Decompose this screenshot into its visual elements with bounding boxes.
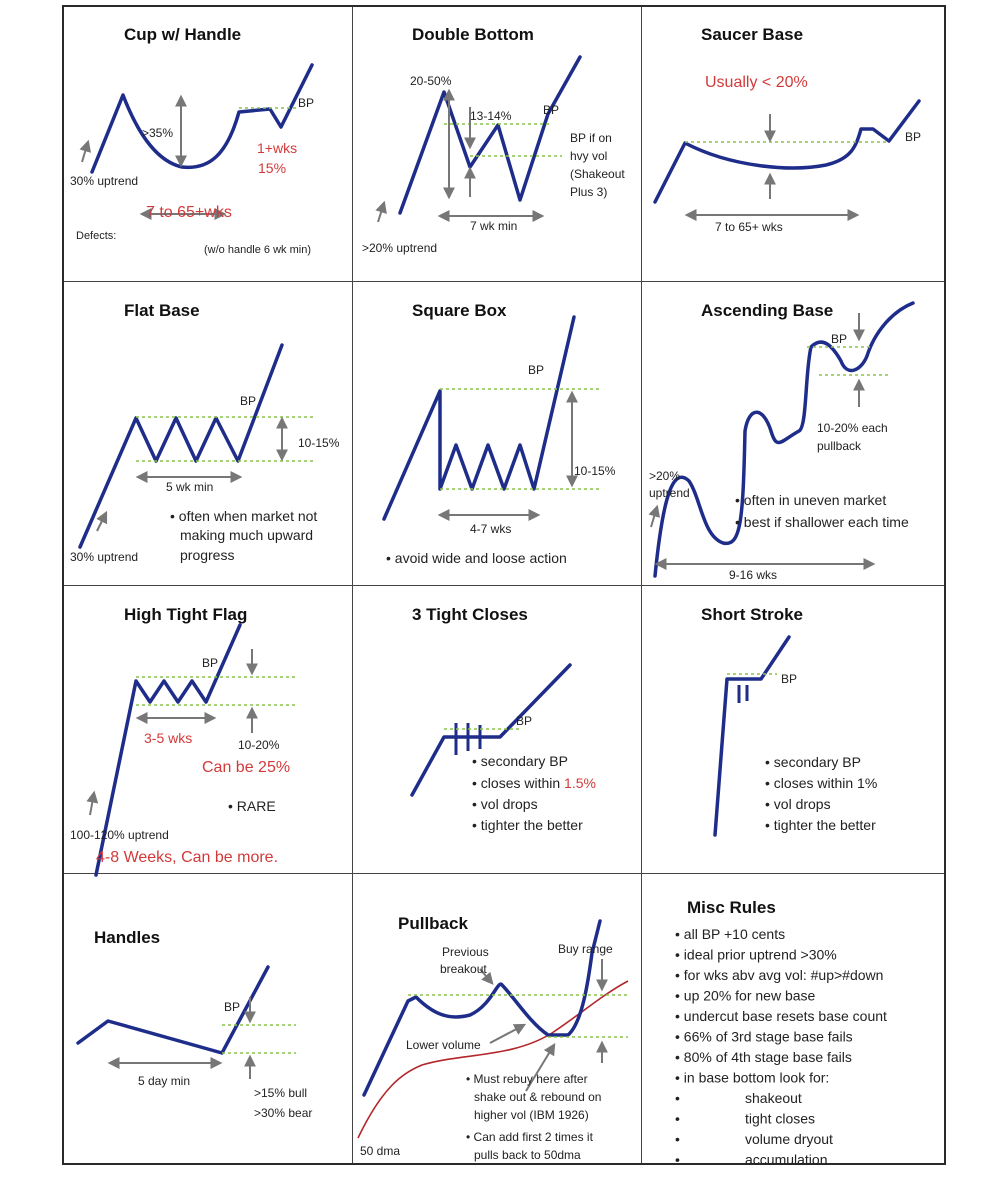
note-text: • closes within bbox=[472, 775, 565, 791]
bp-label: BP bbox=[240, 394, 257, 408]
pullback-label: pullback bbox=[817, 439, 862, 453]
sub-rule-item: shakeout bbox=[745, 1090, 802, 1106]
depth-label: 10-20% bbox=[238, 738, 280, 752]
note-line: shake out & rebound on bbox=[474, 1090, 602, 1104]
sub-rule-item: tight closes bbox=[745, 1110, 816, 1127]
bp-label: BP bbox=[528, 363, 545, 377]
note-line: • vol drops bbox=[472, 796, 538, 812]
bp-label: BP bbox=[298, 96, 315, 110]
panel-title: Saucer Base bbox=[701, 25, 804, 44]
price-line bbox=[655, 303, 913, 576]
bp-label: BP bbox=[543, 103, 560, 117]
note-line: • secondary BP bbox=[765, 754, 861, 770]
panel-3-tight-closes bbox=[352, 585, 641, 873]
depth-range-label: 20-50% bbox=[410, 74, 452, 88]
length-label: 5 wk min bbox=[166, 480, 214, 494]
lower-volume-label: Lower volume bbox=[406, 1038, 481, 1052]
panel-title: Double Bottom bbox=[412, 25, 534, 44]
note-line: • tighter the better bbox=[472, 817, 583, 833]
rule-item: • for wks abv avg vol: #up>#down bbox=[675, 967, 884, 983]
note-line: • avoid wide and loose action bbox=[386, 550, 567, 566]
panel-title: Handles bbox=[94, 928, 161, 947]
chart-pattern-grid bbox=[62, 5, 946, 1168]
length-label: 7 to 65+wks bbox=[146, 204, 232, 221]
panel-title: Short Stroke bbox=[701, 605, 804, 624]
bp-label: BP bbox=[831, 332, 848, 346]
panel-flat-base bbox=[64, 281, 352, 585]
note-line: • secondary BP bbox=[472, 753, 568, 769]
sub-rule-item: accumulation bbox=[745, 1151, 828, 1168]
defects-label: Defects: bbox=[76, 230, 117, 242]
note-line: • best if shallower each time bbox=[735, 514, 909, 530]
handle-duration-label: 1+wks bbox=[257, 140, 298, 156]
handle-depth-label: 15% bbox=[258, 160, 287, 176]
uptrend-label: uptrend bbox=[649, 486, 690, 500]
rule-item: • 80% of 4th stage base fails bbox=[675, 1049, 852, 1065]
buy-range-label: Buy range bbox=[558, 942, 613, 956]
length-label: 7 to 65+ wks bbox=[715, 220, 783, 234]
price-line bbox=[655, 101, 922, 202]
uptrend-label: >20% bbox=[649, 469, 681, 483]
pullback-label: 10-20% each bbox=[817, 421, 888, 435]
depth-label: 10-15% bbox=[574, 464, 616, 478]
panel-square-box bbox=[352, 281, 641, 585]
panel-title: Pullback bbox=[398, 914, 468, 933]
uptrend-label: 100-120% uptrend bbox=[70, 828, 169, 842]
note-line: • closes within 1% bbox=[765, 775, 878, 791]
sub-rule-bullet: • bbox=[675, 1090, 680, 1106]
note-line: higher vol (IBM 1926) bbox=[474, 1108, 589, 1122]
rare-note: • RARE bbox=[228, 798, 276, 814]
rule-item: • all BP +10 cents bbox=[675, 926, 786, 942]
lower-volume-arrow bbox=[490, 1025, 524, 1043]
length-label: 9-16 wks bbox=[729, 568, 778, 582]
uptrend-label: >20% uptrend bbox=[362, 241, 438, 255]
panel-misc-rules bbox=[641, 873, 948, 1168]
depth-label: >35% bbox=[142, 126, 174, 140]
panel-saucer-base bbox=[641, 7, 948, 281]
panel-title: 3 Tight Closes bbox=[412, 605, 528, 624]
note-line: hvy vol bbox=[570, 149, 608, 163]
panel-pullback bbox=[352, 873, 641, 1165]
sub-rule-item: volume dryout bbox=[745, 1131, 833, 1147]
panel-short-stroke bbox=[641, 585, 948, 873]
panel-title: Cup w/ Handle bbox=[124, 25, 242, 44]
handle-note: (w/o handle 6 wk min) bbox=[204, 244, 311, 256]
mid-label: 13-14% bbox=[470, 109, 512, 123]
panel-title: Flat Base bbox=[124, 301, 200, 320]
note-line: • often when market not bbox=[170, 508, 318, 524]
depth-label: Usually < 20% bbox=[705, 74, 808, 91]
note-line: progress bbox=[180, 547, 235, 563]
rule-item: • undercut base resets base count bbox=[675, 1008, 887, 1024]
depth-label: 10-15% bbox=[298, 436, 340, 450]
note-line: Plus 3) bbox=[570, 185, 608, 199]
uptrend-arrow bbox=[651, 507, 657, 527]
panel-ascending-base bbox=[641, 281, 948, 585]
note-line: • vol drops bbox=[765, 796, 831, 812]
note-line: making much upward bbox=[180, 527, 314, 543]
uptrend-arrow bbox=[90, 793, 94, 815]
length-label: 4-7 wks bbox=[470, 522, 512, 536]
note-line: BP if on bbox=[570, 131, 612, 145]
sub-rule-bullet: • bbox=[675, 1110, 680, 1127]
rule-item: • ideal prior uptrend >30% bbox=[675, 946, 837, 963]
note-line: • often in uneven market bbox=[735, 492, 887, 508]
breakout-label: breakout bbox=[440, 962, 487, 976]
note-line: pulls back to 50dma bbox=[474, 1148, 581, 1162]
duration-label: 4-8 Weeks, Can be more. bbox=[96, 849, 279, 866]
bear-label: >30% bear bbox=[254, 1106, 313, 1120]
bp-label: BP bbox=[905, 130, 922, 144]
panel-title: High Tight Flag bbox=[124, 605, 248, 624]
note-line: • tighter the better bbox=[765, 817, 876, 833]
length-label: 7 wk min bbox=[470, 219, 518, 233]
panel-double-bottom bbox=[352, 7, 641, 281]
max-depth-label: Can be 25% bbox=[202, 759, 291, 776]
uptrend-label: 30% uptrend bbox=[70, 550, 139, 564]
bp-label: BP bbox=[202, 656, 219, 670]
panel-title: Square Box bbox=[412, 301, 507, 320]
rule-item: • up 20% for new base bbox=[675, 987, 816, 1004]
panel-title: Ascending Base bbox=[701, 301, 834, 320]
bp-label: BP bbox=[781, 672, 798, 686]
note-line bbox=[472, 775, 596, 791]
length-label: 3-5 wks bbox=[144, 730, 193, 746]
panel-handles bbox=[64, 873, 352, 1165]
note-line: • Must rebuy here after bbox=[466, 1072, 588, 1086]
breakout-label: Previous bbox=[442, 945, 489, 959]
uptrend-label: 30% uptrend bbox=[70, 174, 139, 188]
uptrend-arrow bbox=[97, 513, 106, 531]
rule-item: • in base bottom look for: bbox=[675, 1069, 830, 1086]
panel-high-tight-flag bbox=[64, 585, 352, 873]
rule-item: • 66% of 3rd stage base fails bbox=[675, 1028, 853, 1045]
tolerance-value: 1.5% bbox=[564, 775, 596, 791]
sub-rule-bullet: • bbox=[675, 1151, 680, 1168]
uptrend-arrow bbox=[82, 142, 88, 162]
uptrend-arrow bbox=[378, 203, 384, 222]
bull-label: >15% bull bbox=[254, 1086, 308, 1100]
note-line: (Shakeout bbox=[570, 167, 625, 181]
sub-rule-bullet: • bbox=[675, 1131, 680, 1147]
bp-label: BP bbox=[516, 714, 533, 728]
length-label: 5 day min bbox=[138, 1074, 191, 1088]
panel-title: Misc Rules bbox=[687, 898, 776, 917]
panel-cup-with-handle bbox=[64, 7, 352, 281]
dma-label: 50 dma bbox=[360, 1144, 401, 1158]
note-line: • Can add first 2 times it bbox=[466, 1130, 593, 1144]
bp-label: BP bbox=[224, 1000, 241, 1014]
